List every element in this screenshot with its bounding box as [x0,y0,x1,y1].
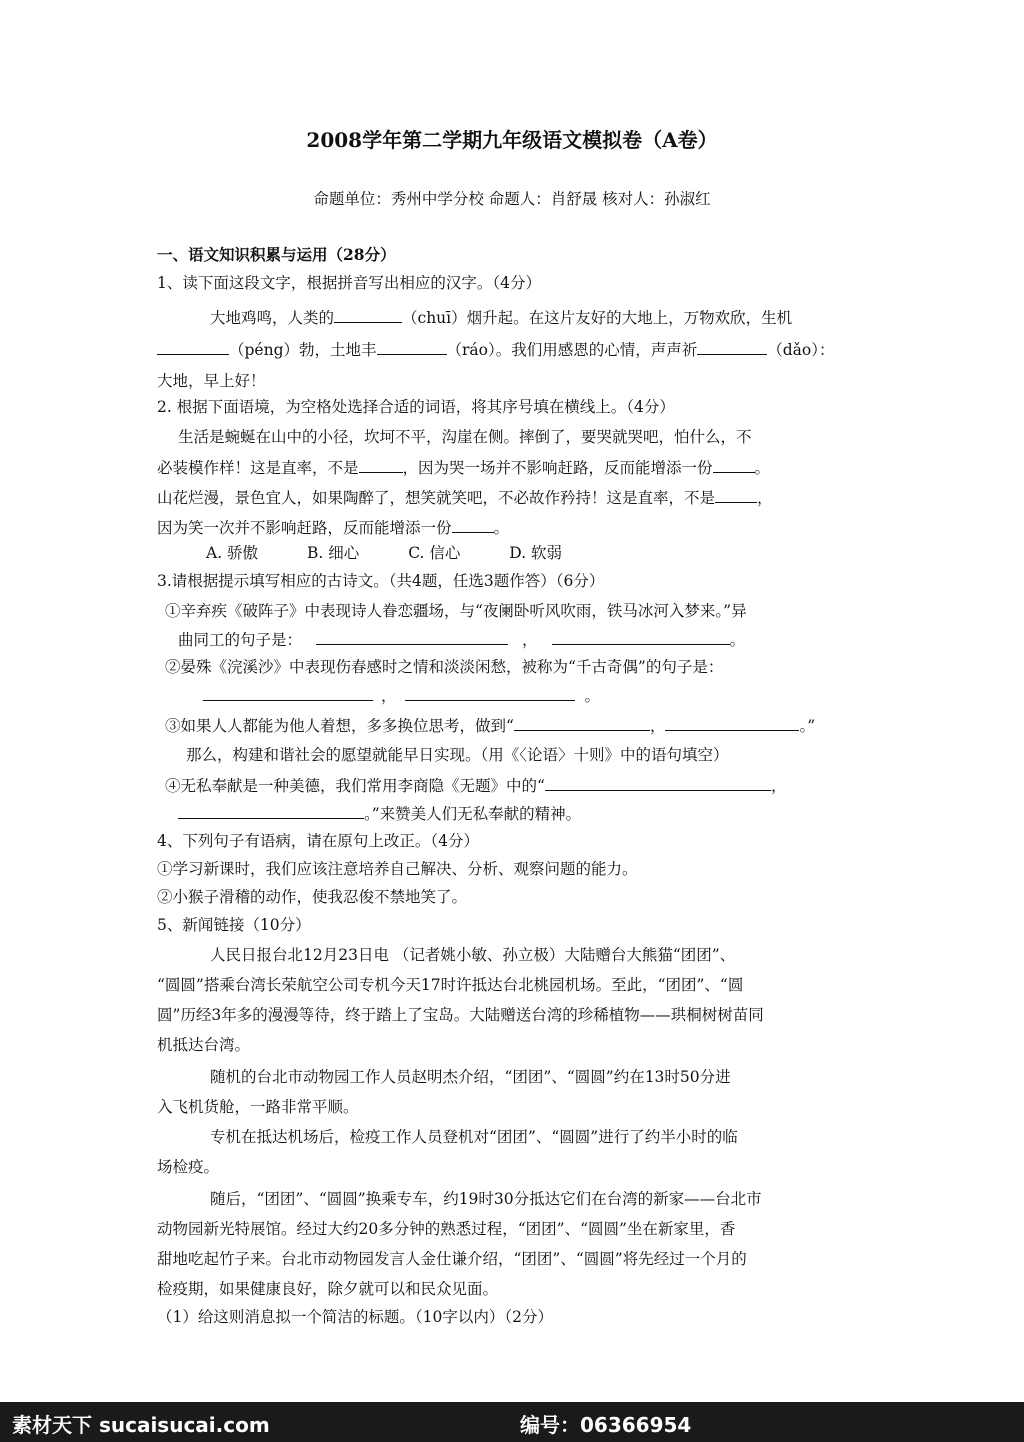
text: 必装模作样！这是直率，不是 [157,459,359,477]
question-3-item-1-line-1: ①辛弃疾《破阵子》中表现诗人眷恋疆场，与“夜阑卧听风吹雨，铁马冰河入梦来。”异 [165,602,747,620]
option-d[interactable]: D. 软弱 [509,544,563,562]
question-3-item-2-line-2 [203,684,600,707]
question-3-item-2-line-1: ②晏殊《浣溪沙》中表现伤春感时之情和淡淡闲愁，被称为“千古奇偶”的句子是： [165,658,724,676]
question-3-item-1-line-2 [178,628,745,651]
watermark-footer [0,1402,1024,1442]
question-5-prompt: 5、新闻链接（10分） [157,916,311,934]
question-2-line-2 [157,456,770,479]
quote-end: 。” [799,717,816,735]
comma: ， [649,717,666,735]
question-2-line-3 [157,486,773,509]
period: 。 [584,687,601,705]
news-paragraph-4-line-3: 甜地吃起竹子来。台北市动物园发言人金仕谦介绍，“团团”、“圆圆”将先经过一个月的 [157,1250,747,1268]
text: 山花烂漫，景色宜人，如果陶醉了，想笑就笑吧，不必故作矜持！这是直率，不是 [157,489,716,507]
answer-blank[interactable] [316,628,508,645]
news-paragraph-1-line-2: “圆圆”搭乘台湾长荣航空公司专机今天17时许抵达台北桃园机场。至此，“团团”、“圆 [157,976,744,994]
question-2-prompt: 2. 根据下面语境，为空格处选择合适的词语，将其序号填在横线上。（4分） [157,398,675,416]
text: 曲同工的句子是： [178,631,303,649]
news-paragraph-1-line-1: 人民日报台北12月23日电 （记者姚小敏、孙立极）大陆赠台大熊猫“团团”、 [210,946,736,964]
question-4-sentence-2: ②小猴子滑稽的动作，使我忍俊不禁地笑了。 [157,888,468,906]
text: （ráo）。我们用感恩的心情，声声祈 [446,341,698,359]
question-1-line-3: 大地，早上好！ [157,372,266,390]
text: （péng）勃，土地丰 [229,341,377,359]
text: ， [757,489,773,507]
option-c[interactable]: C. 信心 [408,544,461,562]
answer-blank[interactable] [334,306,402,323]
answer-blank[interactable] [405,684,575,701]
comma: ， [381,687,397,705]
answer-blank[interactable] [359,456,403,473]
question-3-item-3-line-2: 那么，构建和谐社会的愿望就能早日实现。（用《〈论语〉十则》中的语句填空） [186,746,729,764]
page-subtitle: 命题单位：秀州中学分校 命题人：肖舒晟 核对人：孙淑红 [313,190,711,208]
option-a[interactable]: A. 骄傲 [206,544,259,562]
question-3-prompt: 3.请根据提示填写相应的古诗文。（共4题，任选3题作答）（6分） [157,572,605,590]
news-paragraph-4-line-4: 检疫期，如果健康良好，除夕就可以和民众见面。 [157,1280,499,1298]
page-title: 2008学年第二学期九年级语文模拟卷（A卷） [306,128,718,152]
text: ，因为哭一场并不影响赶路，反而能增添一份 [402,459,713,477]
news-paragraph-3-line-1: 专机在抵达机场后，检疫工作人员登机对“团团”、“圆圆”进行了约半小时的临 [210,1128,738,1146]
watermark-code: 编号：06366954 [520,1413,692,1437]
option-b[interactable]: B. 细心 [307,544,360,562]
text: 。”来赞美人们无私奉献的精神。 [364,805,582,823]
news-paragraph-4-line-1: 随后，“团团”、“圆圆”换乘专车，约19时30分抵达它们在台湾的新家——台北市 [210,1190,762,1208]
answer-blank[interactable] [203,684,373,701]
answer-blank[interactable] [157,338,229,355]
question-1-line-2 [157,338,835,361]
answer-blank[interactable] [377,338,447,355]
news-paragraph-1-line-3: 圆”历经3年多的漫漫等待，终于踏上了宝岛。大陆赠送台湾的珍稀植物——珙桐树树苗同 [157,1006,764,1024]
answer-blank[interactable] [452,516,494,533]
question-2-line-4 [157,516,509,539]
answer-blank[interactable] [715,486,757,503]
question-1-line-1 [210,306,792,329]
text: ④无私奉献是一种美德，我们常用李商隐《无题》中的“ [165,777,545,795]
text: 。 [493,519,510,537]
news-paragraph-2-line-2: 入飞机货舱，一路非常平顺。 [157,1098,359,1116]
question-4-prompt: 4、下列句子有语病，请在原句上改正。（4分） [157,832,479,850]
news-paragraph-4-line-2: 动物园新光特展馆。经过大约20多分钟的熟悉过程，“团团”、“圆圆”坐在新家里，香 [157,1220,736,1238]
answer-blank[interactable] [552,628,730,645]
comma: ， [770,777,787,795]
answer-blank[interactable] [697,338,767,355]
comma: ， [522,631,538,649]
question-5-sub-1: （1）给这则消息拟一个简洁的标题。（10字以内）（2分） [157,1308,553,1326]
section-heading: 一、语文知识积累与运用（28分） [157,245,396,264]
question-2-line-1: 生活是蜿蜒在山中的小径，坎坷不平，沟崖在侧。摔倒了，要哭就哭吧，怕什么，不 [178,428,752,446]
answer-blank[interactable] [178,802,364,819]
question-4-sentence-1: ①学习新课时，我们应该注意培养自己解决、分析、观察问题的能力。 [157,860,638,878]
news-paragraph-1-line-4: 机抵达台湾。 [157,1036,251,1054]
period: 。 [729,631,746,649]
text: ③如果人人都能为他人着想，多多换位思考，做到“ [165,717,514,735]
answer-blank[interactable] [514,714,650,731]
text: 大地鸡鸣，人类的 [210,309,335,327]
text: 因为笑一次并不影响赶路，反而能增添一份 [157,519,452,537]
answer-blank[interactable] [665,714,799,731]
text: （dǎo）： [767,341,835,359]
text: （chuī）烟升起。在这片友好的大地上，万物欢欣，生机 [402,309,793,327]
question-3-item-4-line-2 [178,802,581,825]
text: 。 [754,459,771,477]
answer-blank[interactable] [545,774,771,791]
question-1-prompt: 1、读下面这段文字，根据拼音写出相应的汉字。（4分） [157,274,541,292]
question-2-options [206,542,606,564]
question-3-item-3-line-1 [165,714,815,737]
news-paragraph-3-line-2: 场检疫。 [157,1158,220,1176]
news-paragraph-2-line-1: 随机的台北市动物园工作人员赵明杰介绍，“团团”、“圆圆”约在13时50分进 [210,1068,731,1086]
answer-blank[interactable] [713,456,755,473]
watermark-brand: 素材天下 sucaisucai.com [12,1413,270,1437]
question-3-item-4-line-1 [165,774,786,797]
